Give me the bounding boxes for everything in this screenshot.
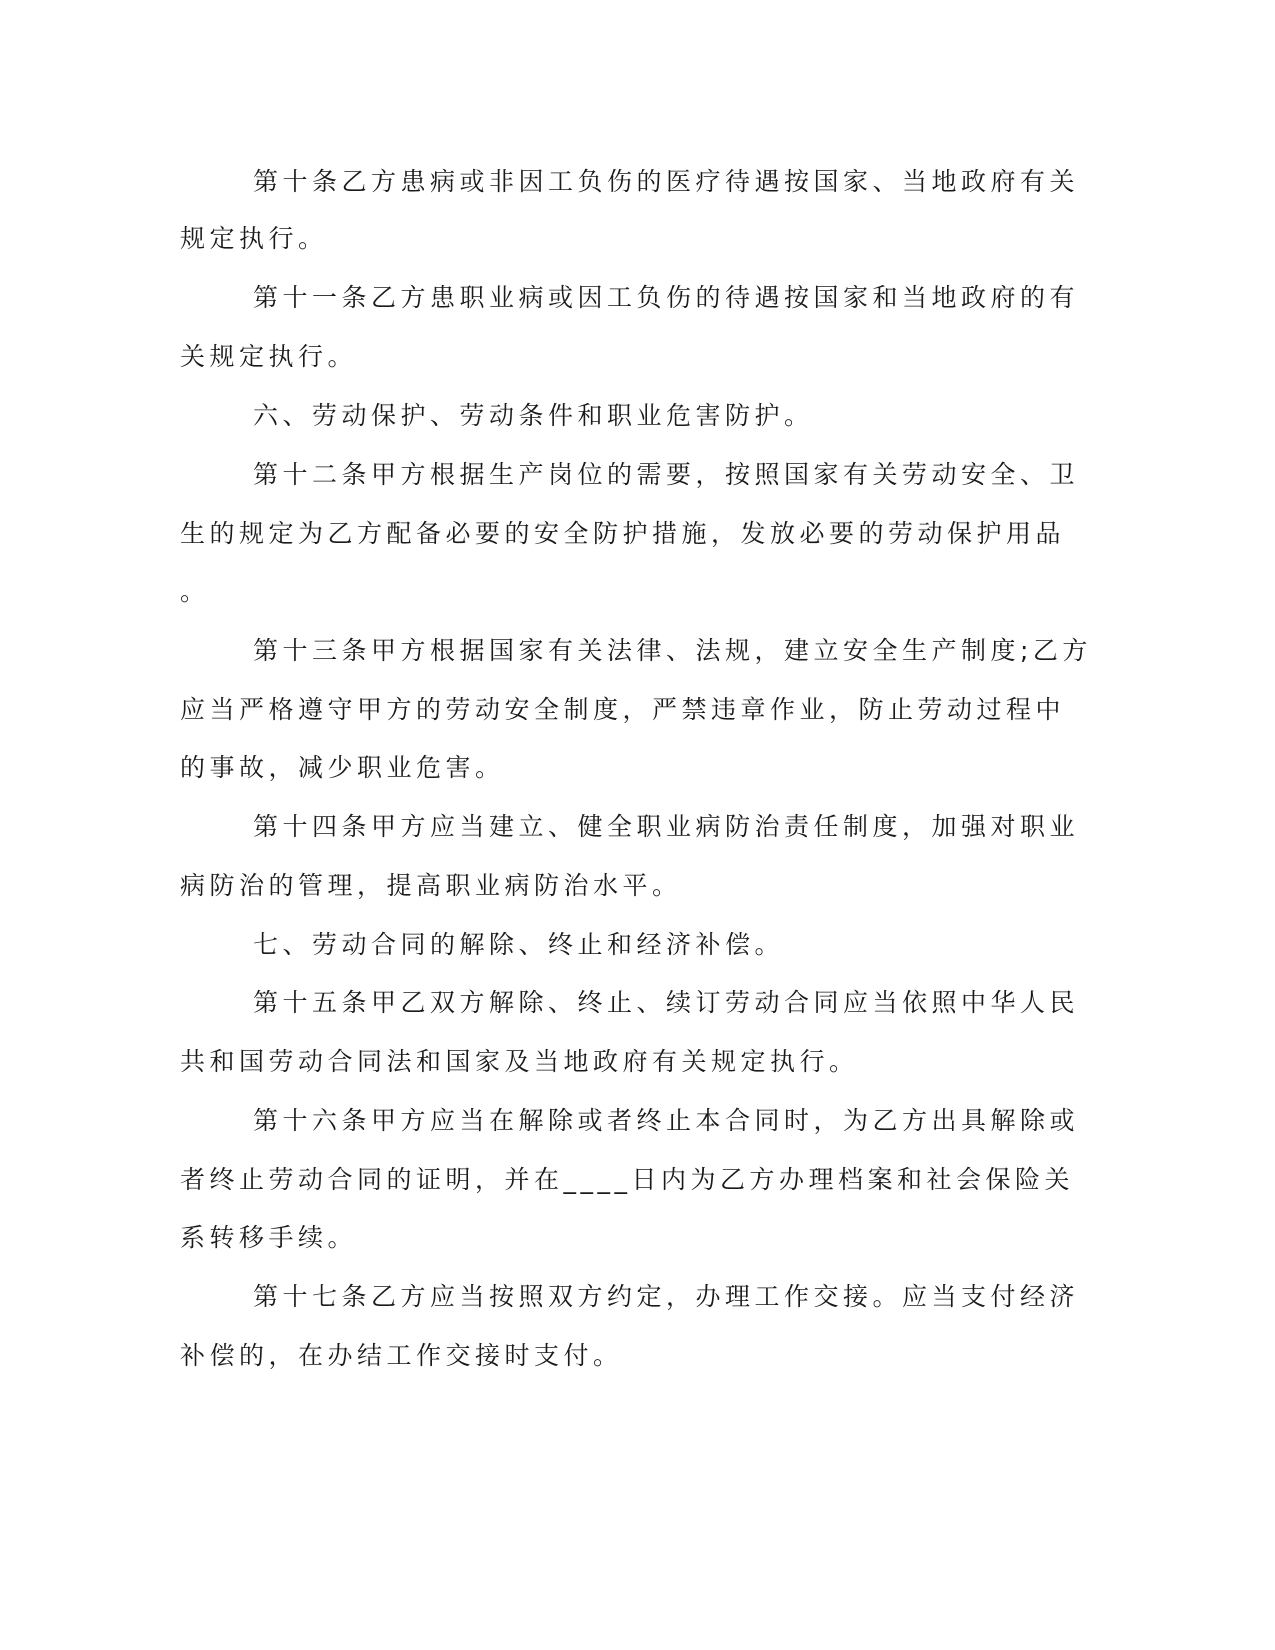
article-10-line-2: 规定执行。 xyxy=(180,224,328,253)
section-7-heading: 七、劳动合同的解除、终止和经济补偿。 xyxy=(253,930,785,959)
article-11-line-2: 关规定执行。 xyxy=(180,342,358,371)
article-12-line-3: 。 xyxy=(180,577,210,606)
article-16-line-2: 者终止劳动合同的证明，并在____日内为乙方办理档案和社会保险关 xyxy=(180,1165,1075,1194)
article-15-line-2: 共和国劳动合同法和国家及当地政府有关规定执行。 xyxy=(180,1047,859,1076)
article-11-line-1: 第十一条乙方患职业病或因工负伤的待遇按国家和当地政府的有 xyxy=(253,283,1080,312)
article-16-line-3: 系转移手续。 xyxy=(180,1223,358,1252)
article-10-line-1: 第十条乙方患病或非因工负伤的医疗待遇按国家、当地政府有关 xyxy=(253,167,1080,196)
article-13-line-2: 应当严格遵守甲方的劳动安全制度，严禁违章作业，防止劳动过程中 xyxy=(180,695,1066,724)
article-13-line-1: 第十三条甲方根据国家有关法律、法规，建立安全生产制度;乙方 xyxy=(253,636,1092,665)
article-17-line-2: 补偿的，在办结工作交接时支付。 xyxy=(180,1341,623,1370)
article-13-line-3: 的事故，减少职业危害。 xyxy=(180,753,505,782)
article-16-line-1: 第十六条甲方应当在解除或者终止本合同时，为乙方出具解除或 xyxy=(253,1106,1080,1135)
article-12-line-2: 生的规定为乙方配备必要的安全防护措施，发放必要的劳动保护用品 xyxy=(180,519,1066,548)
section-6-heading: 六、劳动保护、劳动条件和职业危害防护。 xyxy=(253,401,814,430)
article-15-line-1: 第十五条甲乙双方解除、终止、续订劳动合同应当依照中华人民 xyxy=(253,988,1080,1017)
article-12-line-1: 第十二条甲方根据生产岗位的需要，按照国家有关劳动安全、卫 xyxy=(253,460,1080,489)
article-14-line-2: 病防治的管理，提高职业病防治水平。 xyxy=(180,871,682,900)
article-17-line-1: 第十七条乙方应当按照双方约定，办理工作交接。应当支付经济 xyxy=(253,1282,1080,1311)
article-14-line-1: 第十四条甲方应当建立、健全职业病防治责任制度，加强对职业 xyxy=(253,812,1080,841)
